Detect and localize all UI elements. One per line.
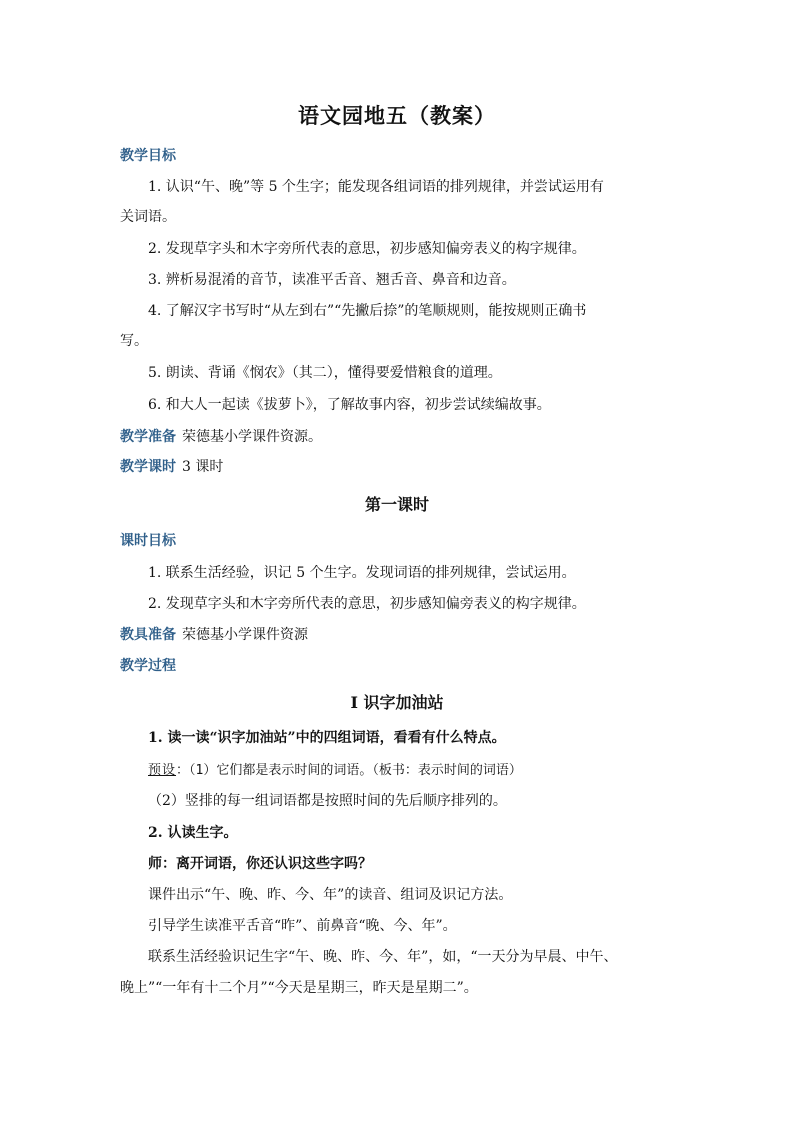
goal-line: 5. 朗读、背诵《悯农》（其二），懂得要爱惜粮食的道理。 [148,365,502,381]
guide-line: 引导学生读准平舌音“昨”、前鼻音“晚、今、年”。 [148,918,457,934]
hours-row [120,456,676,476]
preset-text: ：（1）它们都是表示时间的词语。（板书：表示时间的词语） [176,763,522,778]
section1-title: Ⅰ 识字加油站 [350,693,444,712]
goal-line: 写。 [120,333,148,349]
step2-line: 2. 认读生字。 [148,825,238,841]
prep-label: 教学准备 [120,429,176,445]
connect-line: 晚上”“一年有十二个月”“今天是星期三，昨天是星期二”。 [120,980,478,996]
goal-line: 4. 了解汉字书写时“从左到右”“先撇后捺”的笔顺规则，能按规则正确书 [148,303,587,319]
preset-label: 预设 [148,763,177,778]
connect-line: 联系生活经验识记生字“午、晚、昨、今、年”，如，“一天分为早晨、中午、 [148,949,618,965]
courseware-line: 课件出示“午、晚、昨、今、年”的读音、组词及识记方法。 [148,887,513,903]
preset-2-line: （2）竖排的每一组词语都是按照时间的先后顺序排列的。 [148,793,507,809]
goal-line: 1. 认识“午、晚”等 5 个生字；能发现各组词语的排列规律，并尝试运用有 [148,179,604,195]
lesson-goal-line: 2. 发现草字头和木字旁所代表的意思，初步感知偏旁表义的构字规律。 [148,596,586,612]
preset-row [148,759,676,778]
goal-line: 关词语。 [120,209,176,225]
hours-text: 3 课时 [182,459,224,475]
process-label: 教学过程 [120,658,176,674]
prep-text: 荣德基小学课件资源。 [182,429,322,445]
lesson-goal-line: 1. 联系生活经验，识记 5 个生字。发现词语的排列规律，尝试运用。 [148,565,576,581]
lesson1-title: 第一课时 [364,495,429,514]
tools-label: 教具准备 [120,627,176,643]
goal-line: 3. 辨析易混淆的音节，读准平舌音、翘舌音、鼻音和边音。 [148,272,516,288]
tools-text: 荣德基小学课件资源 [182,627,308,643]
hours-label: 教学课时 [120,459,176,475]
prep-row [120,426,676,446]
lesson-goals-label: 课时目标 [120,533,176,549]
goals-label: 教学目标 [120,148,176,164]
tools-row [120,624,676,644]
goal-line: 2. 发现草字头和木字旁所代表的意思，初步感知偏旁表义的构字规律。 [148,241,586,257]
step1-line: 1. 读一读“识字加油站”中的四组词语，看看有什么特点。 [148,730,506,746]
document-title: 语文园地五（教案） [298,103,496,128]
teacher-line: 师：离开词语，你还认识这些字吗？ [148,856,372,872]
goal-line: 6. 和大人一起读《拔萝卜》，了解故事内容，初步尝试续编故事。 [148,397,551,413]
